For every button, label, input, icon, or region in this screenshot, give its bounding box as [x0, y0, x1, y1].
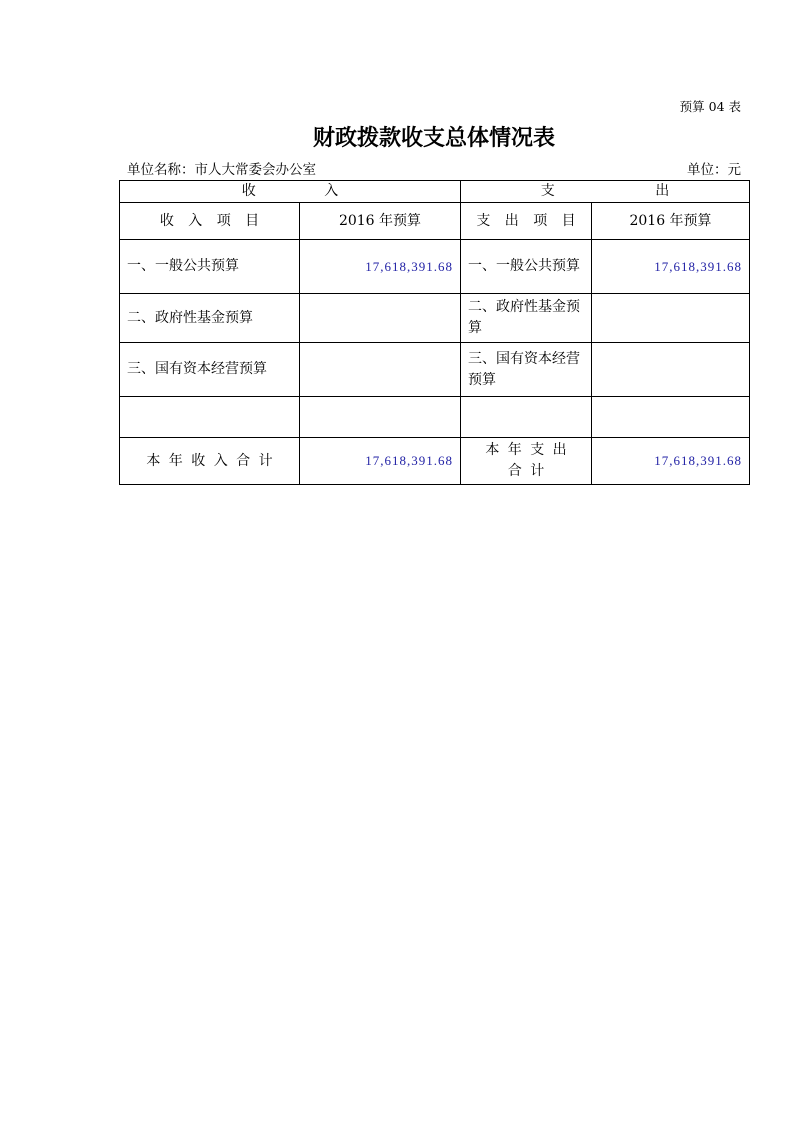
unit-name — [127, 161, 316, 179]
expense-item-header-label: 支 出 项 目 — [476, 212, 576, 229]
table-row — [120, 294, 750, 343]
expense-item-cell: 一、一般公共预算 — [461, 240, 592, 294]
empty-cell — [300, 397, 461, 438]
expense-amount-cell — [592, 294, 750, 343]
empty-cell — [461, 397, 592, 438]
empty-cell — [592, 397, 750, 438]
income-amount-cell — [300, 240, 461, 294]
expense-item-cell: 三、国有资本经营预算 — [461, 343, 592, 397]
income-item-cell: 一、一般公共预算 — [120, 240, 300, 294]
expense-amount: 17,618,391.68 — [654, 258, 743, 274]
income-amount-cell — [300, 343, 461, 397]
expense-item-cell: 二、政府性基金预算 — [461, 294, 592, 343]
income-total-label-cell — [120, 438, 300, 485]
income-item-header — [120, 203, 300, 240]
unit-name-label: 单位名称： — [127, 162, 195, 178]
income-group-label: 收 入 — [241, 183, 339, 199]
empty-cell — [120, 397, 300, 438]
expense-item-header — [461, 203, 592, 240]
table-row — [120, 240, 750, 294]
group-header-row — [120, 181, 750, 203]
income-item-cell: 三、国有资本经营预算 — [120, 343, 300, 397]
currency-unit-label: 单位： — [687, 162, 728, 178]
income-budget-header: 2016 年预算 — [300, 203, 461, 240]
currency-unit — [687, 161, 741, 179]
expense-group-label: 支 出 — [540, 183, 670, 199]
income-amount: 17,618,391.68 — [365, 258, 454, 274]
page-title: 财政拨款收支总体情况表 — [312, 125, 555, 151]
income-total-amount: 17,618,391.68 — [365, 453, 454, 468]
expense-budget-header: 2016 年预算 — [592, 203, 750, 240]
expense-total-amount: 17,618,391.68 — [654, 453, 743, 468]
income-total-amount-cell — [300, 438, 461, 485]
expense-total-label-cell — [461, 438, 592, 485]
income-amount-cell — [300, 294, 461, 343]
income-group-header — [120, 181, 461, 203]
totals-row — [120, 438, 750, 485]
expense-amount-cell — [592, 343, 750, 397]
column-header-row — [120, 203, 750, 240]
income-item-cell: 二、政府性基金预算 — [120, 294, 300, 343]
unit-name-value: 市人大常委会办公室 — [194, 162, 316, 178]
income-item-header-label: 收 入 项 目 — [159, 212, 260, 229]
budget-table — [119, 180, 750, 485]
expense-amount-cell — [592, 240, 750, 294]
table-row — [120, 343, 750, 397]
expense-total-label: 本 年 支 出 合 计 — [485, 442, 567, 479]
income-total-label: 本 年 收 入 合 计 — [146, 452, 273, 469]
currency-unit-value: 元 — [727, 162, 741, 178]
expense-total-amount-cell — [592, 438, 750, 485]
empty-row — [120, 397, 750, 438]
expense-group-header — [461, 181, 750, 203]
form-number: 预算 04 表 — [679, 99, 741, 114]
